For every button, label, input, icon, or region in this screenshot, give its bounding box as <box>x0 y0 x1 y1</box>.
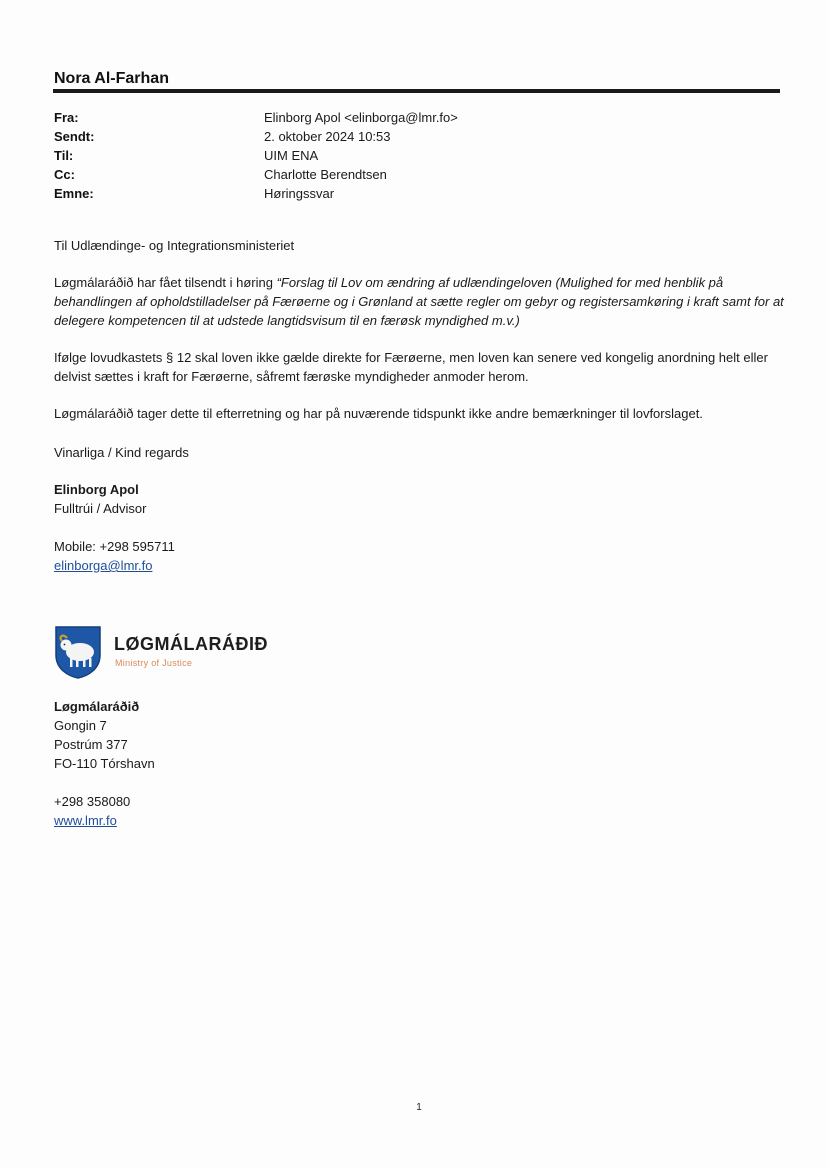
signature-title: Fulltrúi / Advisor <box>54 501 147 516</box>
signature-mobile: Mobile: +298 595711 <box>54 539 175 554</box>
header-from <box>54 108 774 127</box>
signature-email-link[interactable]: elinborga@lmr.fo <box>54 558 153 573</box>
header-value: Elinborg Apol <elinborga@lmr.fo> <box>264 110 458 125</box>
closing-line: Vinarliga / Kind regards <box>54 445 189 460</box>
ram-crest-icon <box>54 625 102 679</box>
header-sent <box>54 127 774 146</box>
address-city: FO-110 Tórshavn <box>54 756 155 771</box>
bill-title-quote: “Forslag til Lov om ændring af udlændingeloven (Mulighed for med henblik på behandlingen af opholdstilladelser på Færøerne og i Grønland at sætte regler om gebyr og registersamkøring i kraft samt for at delegere kompetencen til at udstede langtidsvisum til en færøsk myndighed m.v.) <box>54 275 784 328</box>
website-link[interactable]: www.lmr.fo <box>54 813 117 828</box>
signature-name: Elinborg Apol <box>54 482 139 497</box>
email-body <box>54 236 784 575</box>
address-street: Gongin 7 <box>54 718 107 733</box>
address-postbox: Postrúm 377 <box>54 737 128 752</box>
address-block <box>54 697 354 830</box>
mailbox-owner-name: Nora Al-Farhan <box>54 70 169 87</box>
header-label: Fra: <box>54 110 79 125</box>
address-phone: +298 358080 <box>54 794 131 809</box>
header-label: Sendt: <box>54 129 95 144</box>
paragraph-applicability: Ifølge lovudkastets § 12 skal loven ikke gælde direkte for Færøerne, men loven kan senere ved kongelig anordning helt eller delvist sættes i kraft for Færøerne, såfremt færøske myndigheder anmoder herom. <box>54 350 768 384</box>
header-divider <box>53 89 780 93</box>
ministry-logo <box>54 625 314 680</box>
header-value: UIM ENA <box>264 148 319 163</box>
paragraph-hearing <box>54 273 784 330</box>
header-cc <box>54 165 774 184</box>
header-label: Cc: <box>54 167 75 182</box>
header-value: 2. oktober 2024 10:53 <box>264 129 391 144</box>
greeting: Til Udlændinge- og Integrationsministeriet <box>54 238 295 253</box>
logo-subtitle: Ministry of Justice <box>115 658 193 668</box>
logo-title: LØGMÁLARÁÐIÐ <box>114 634 268 654</box>
header-value: Charlotte Berendtsen <box>264 167 387 182</box>
header-label: Til: <box>54 148 74 163</box>
paragraph-intro: Løgmálaráðið har fået tilsendt i høring <box>54 275 277 290</box>
header-label: Emne: <box>54 186 94 201</box>
header-subject <box>54 184 774 203</box>
header-to <box>54 146 774 165</box>
header-value: Høringssvar <box>264 186 335 201</box>
email-headers <box>54 108 774 203</box>
paragraph-conclusion: Løgmálaráðið tager dette til efterretning og har på nuværende tidspunkt ikke andre bemærkninger til lovforslaget. <box>54 406 703 421</box>
address-name: Løgmálaráðið <box>54 699 140 714</box>
page-number: 1 <box>416 1102 422 1113</box>
